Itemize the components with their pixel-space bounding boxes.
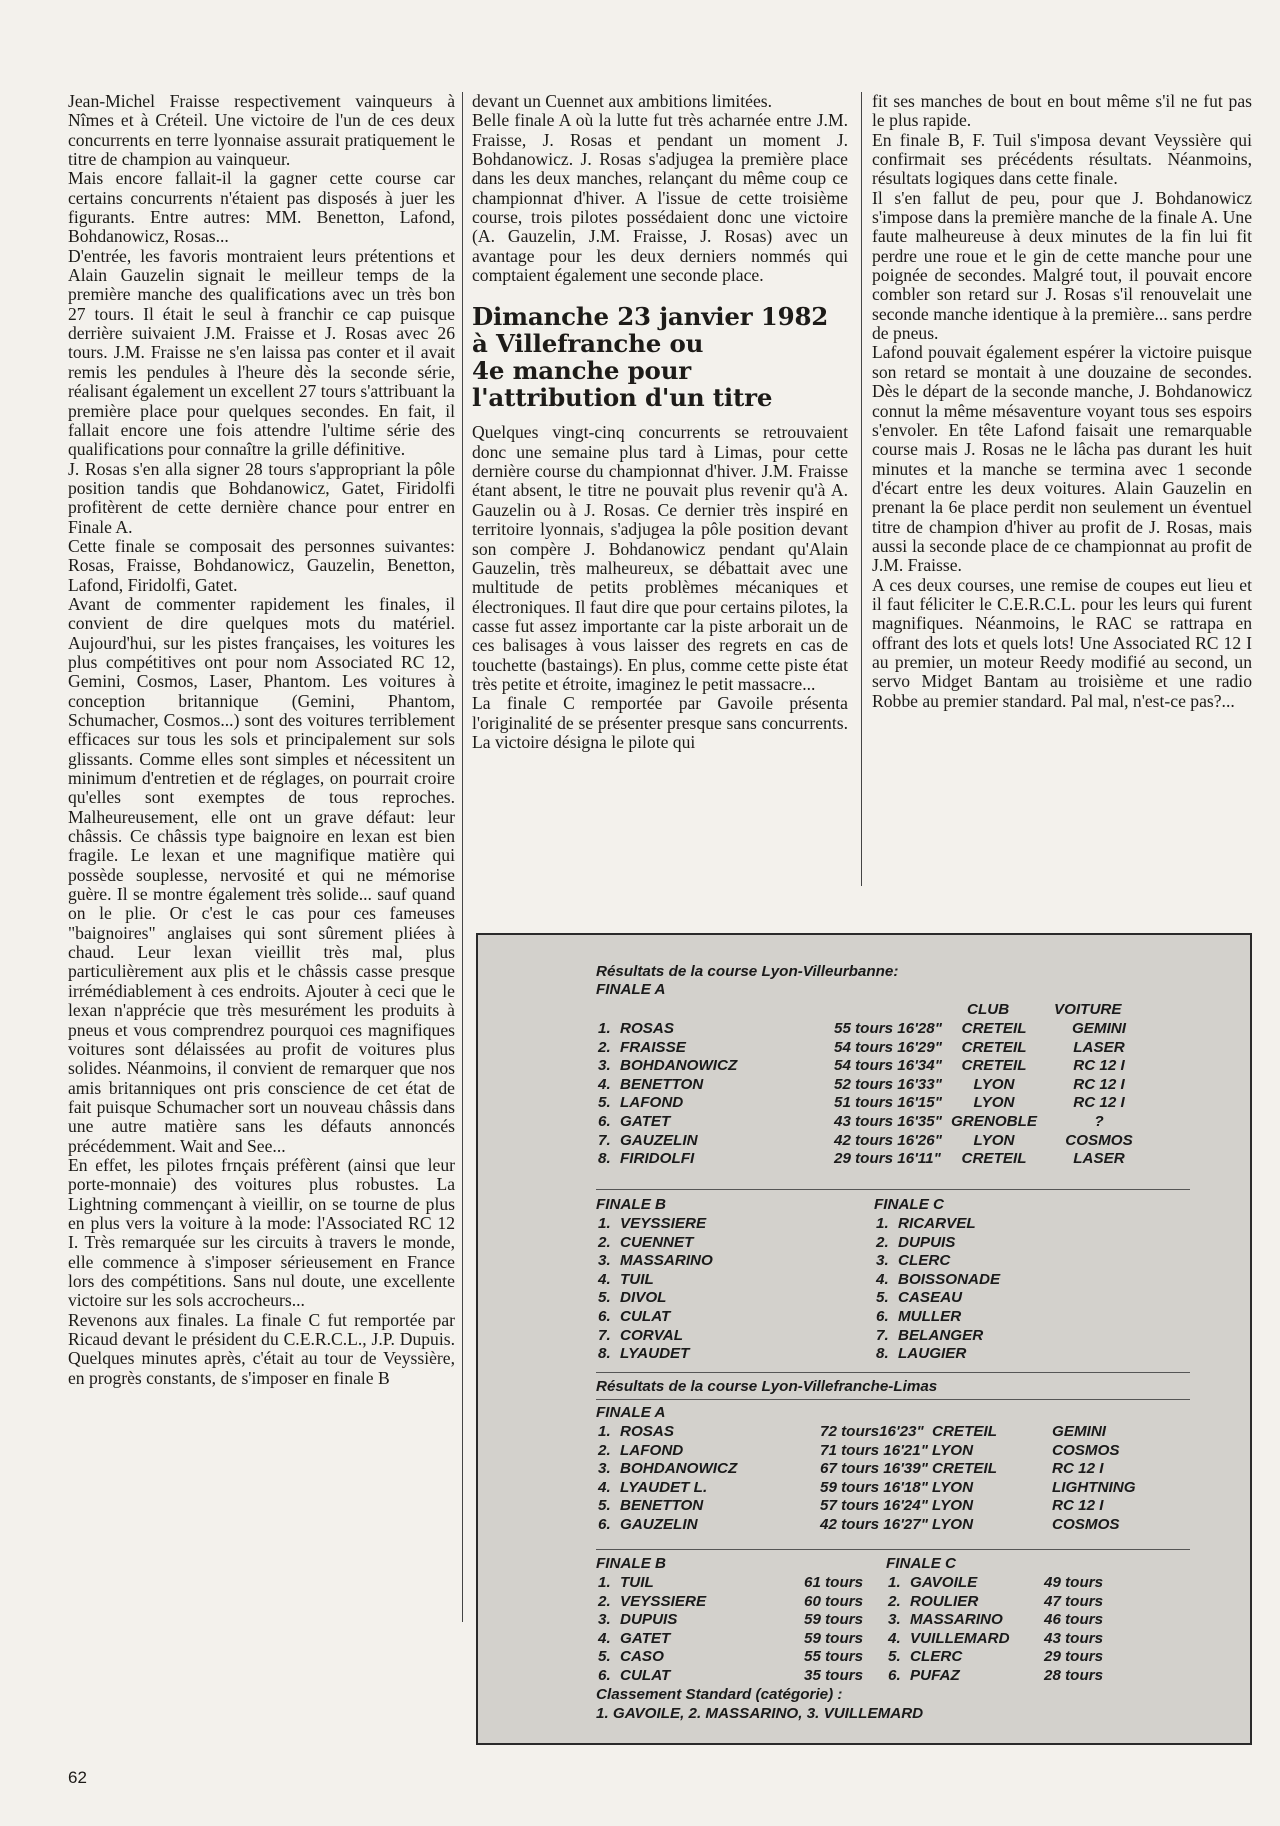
result-car: RC 12 I — [1073, 1075, 1125, 1093]
result-laps: 60 tours — [804, 1592, 864, 1610]
result-club: CRETEIL — [932, 1423, 997, 1440]
paragraph: J. Rosas s'en alla signer 28 tours s'appropriant la pôle position tandis que Bohdanowicz, Gatet, Firidolfi profitèrent de cette dernière chance pour entrer en Finale A. — [68, 458, 455, 537]
result-driver: DUPUIS — [620, 1611, 678, 1629]
result-position: 2. — [888, 1592, 901, 1610]
result-driver: VEYSSIERE — [620, 1215, 707, 1232]
result-car: RC 12 I — [1052, 1497, 1104, 1515]
result-driver: CULAT — [620, 1308, 671, 1325]
result-car: GEMINI — [1071, 1020, 1126, 1037]
result-position: 1. — [598, 1423, 611, 1440]
page-number: 62 — [68, 1768, 87, 1787]
result-laps-time: 52 tours 16'33" — [834, 1075, 942, 1093]
result-laps: 59 tours — [804, 1611, 864, 1629]
result-position: 1. — [888, 1574, 901, 1591]
article-column-2 — [472, 92, 848, 752]
result-position: 2. — [876, 1233, 889, 1251]
race1-title: Résultats de la course Lyon-Villeurbanne: — [596, 963, 899, 980]
result-driver: CLERC — [898, 1252, 951, 1270]
result-driver: CULAT — [620, 1667, 671, 1684]
result-laps-time: 71 tours 16'21" — [820, 1441, 928, 1459]
divider — [596, 1549, 1190, 1550]
result-position: 7. — [598, 1131, 611, 1149]
result-driver: LAUGIER — [898, 1345, 967, 1363]
result-position: 8. — [876, 1345, 889, 1363]
paragraph: D'entrée, les favoris montraient leurs prétentions et Alain Gauzelin signait le meilleur temps de la première manche des qualifications avec un très bon 27 tours. Il était le seul à franchir ce cap puisque derrière suivaient J.M. Fraisse et J. Rosas avec 26 tours. J.M. Fraisse ne s'en laissa pas conter et il avait remis les pendules à l'heure dès la seconde série, réalisant également un excellent 27 tours s'attribuant la première place pour quelques secondes. En fait, il fallait encore une fois attendre l'ultime série des qualifications pour connaître la grille définitive. — [68, 245, 455, 460]
race2-finale-a-label: FINALE A — [596, 1404, 666, 1421]
result-position: 4. — [598, 1075, 611, 1093]
result-position: 3. — [598, 1057, 611, 1075]
paragraph: Revenons aux finales. La finale C fut remportée par Ricaud devant le président du C.E.R.C.L., J.P. Dupuis. Quelques minutes après, c'était au tour de Veyssière, en progrès constants, de s'imposer en finale B — [68, 1309, 455, 1388]
result-laps: 35 tours — [804, 1667, 864, 1684]
result-position: 5. — [598, 1648, 611, 1666]
result-position: 5. — [598, 1094, 611, 1112]
result-position: 3. — [598, 1252, 611, 1270]
result-position: 8. — [598, 1150, 611, 1168]
result-laps-time: 43 tours 16'35" — [834, 1113, 942, 1130]
result-club: LYON — [932, 1516, 974, 1533]
result-position: 3. — [876, 1252, 889, 1270]
result-position: 2. — [598, 1038, 611, 1056]
result-driver: TUIL — [620, 1574, 654, 1591]
result-laps: 46 tours — [1044, 1611, 1104, 1629]
paragraph: Cette finale se composait des personnes suivantes: Rosas, Fraisse, Bohdanowicz, Gauzelin, Benetton, Lafond, Firidolfi, Gatet. — [68, 535, 455, 595]
result-position: 4. — [598, 1629, 611, 1647]
result-position: 1. — [598, 1020, 611, 1037]
divider — [596, 1372, 1190, 1373]
result-driver: LYAUDET L. — [620, 1478, 708, 1496]
result-driver: ROSAS — [620, 1423, 675, 1440]
article-column-3 — [872, 92, 1252, 711]
heading-line: 4e manche pour — [472, 356, 692, 386]
result-position: 6. — [598, 1516, 611, 1533]
section-heading — [472, 303, 848, 411]
result-position: 2. — [598, 1592, 611, 1610]
result-club: CRETEIL — [932, 1460, 997, 1478]
result-club: LYON — [973, 1075, 1015, 1093]
paragraph: Belle finale A où la lutte fut très acharnée entre J.M. Fraisse, J. Rosas et pendant un moment J. Bohdanowicz. J. Rosas s'adjugea la première place dans les deux manches, relançant du même coup ce championnat d'hiver. A l'issue de cette troisième course, trois pilotes possédaient donc une victoire (A. Gauzelin, J.M. Fraisse, J. Rosas) avec un avantage pour les deux derniers nommés qui comptaient également une seconde place. — [472, 110, 848, 286]
race1-finale-c-label: FINALE C — [874, 1196, 945, 1213]
result-position: 4. — [598, 1270, 611, 1288]
result-position: 6. — [598, 1308, 611, 1325]
result-driver: BOISSONADE — [898, 1270, 1001, 1288]
race2-finale-c-label: FINALE C — [886, 1555, 957, 1572]
result-position: 1. — [598, 1215, 611, 1232]
result-driver: VUILLEMARD — [910, 1629, 1010, 1647]
paragraph: En finale B, F. Tuil s'imposa devant Veyssière qui confirmait ses précédents résultats. Néanmoins, résultats logiques dans cette finale. — [872, 129, 1252, 189]
article-column-1 — [68, 92, 455, 1388]
result-position: 3. — [598, 1460, 611, 1478]
result-club: GRENOBLE — [950, 1113, 1038, 1130]
result-driver: FRAISSE — [620, 1038, 686, 1056]
heading-line: l'attribution d'un titre — [472, 383, 773, 413]
result-driver: CLERC — [910, 1648, 963, 1666]
result-driver: GAUZELIN — [620, 1131, 698, 1149]
result-driver: BOHDANOWICZ — [620, 1460, 738, 1478]
column-divider — [462, 92, 463, 1622]
result-car: LASER — [1073, 1150, 1125, 1168]
result-driver: TUIL — [620, 1270, 654, 1288]
result-position: 5. — [598, 1289, 611, 1307]
result-position: 7. — [598, 1326, 611, 1344]
result-car: RC 12 I — [1073, 1094, 1125, 1112]
result-driver: VEYSSIERE — [620, 1592, 707, 1610]
result-position: 1. — [598, 1574, 611, 1591]
result-driver: GATET — [620, 1113, 671, 1130]
result-driver: CASEAU — [898, 1289, 963, 1307]
result-driver: CASO — [620, 1648, 664, 1666]
result-position: 1. — [876, 1215, 889, 1232]
result-driver: BELANGER — [898, 1326, 984, 1344]
result-laps: 61 tours — [804, 1574, 864, 1591]
result-driver: CUENNET — [620, 1233, 694, 1251]
paragraph: Il s'en fallut de peu, pour que J. Bohdanowicz s'impose dans la première manche de la finale A. Une faute malheureuse à deux minutes de la fin lui fit perdre une roue et le gin de cette manche pour une poignée de secondes. Malgré tout, il pouvait encore combler son retard sur J. Rosas s'il renouvelait une seconde manche identique à la première... sans perdre de pneus. — [872, 187, 1252, 344]
column-divider — [861, 92, 862, 886]
result-club: LYON — [973, 1094, 1015, 1112]
result-laps-time: 42 tours 16'27" — [820, 1516, 928, 1533]
result-club: CRETEIL — [961, 1020, 1027, 1037]
result-driver: GAUZELIN — [620, 1516, 698, 1533]
paragraph: devant un Cuennet aux ambitions limitées. — [472, 91, 773, 111]
result-driver: DIVOL — [620, 1289, 667, 1307]
result-driver: MASSARINO — [910, 1611, 1003, 1629]
result-laps-time: 29 tours 16'11" — [834, 1150, 941, 1168]
result-laps-time: 57 tours 16'24" — [820, 1497, 928, 1515]
result-driver: ROSAS — [620, 1020, 675, 1037]
paragraph: Quelques vingt-cinq concurrents se retrouvaient donc une semaine plus tard à Limas, pour cette dernière course du championnat d'hiver. J.M. Fraisse étant absent, le titre ne pouvait plus revenir qu'à A. Gauzelin ou à J. Rosas. Ce dernier très inspiré en territoire lyonnais, s'adjugea la pôle position devant son compère J. Bohdanowicz pendant qu'Alain Gauzelin, très malheureux, se débattait avec une multitude de petits problèmes mécaniques et électroniques. Il faut dire que pour certains pilotes, la casse fut assez importante car la piste arborait un de ces balisages à vous laisser des regrets en cas de touchette (bastaings). En plus, comme cette piste état très petite et étroite, imaginez le petit massacre... — [472, 422, 848, 694]
result-position: 2. — [598, 1441, 611, 1459]
standard-result: 1. GAVOILE, 2. MASSARINO, 3. VUILLEMARD — [596, 1705, 924, 1722]
result-laps: 55 tours — [804, 1648, 864, 1666]
result-club: LYON — [932, 1497, 974, 1515]
result-driver: PUFAZ — [910, 1667, 960, 1684]
result-laps-time: 54 tours 16'29" — [834, 1038, 942, 1056]
result-laps-time: 51 tours 16'15" — [834, 1094, 942, 1112]
result-driver: LYAUDET — [620, 1345, 690, 1363]
result-driver: CORVAL — [620, 1326, 683, 1344]
result-laps: 43 tours — [1044, 1629, 1104, 1647]
heading-line: à Villefranche ou — [472, 329, 704, 359]
result-car: LASER — [1073, 1038, 1125, 1056]
result-laps-time: 54 tours 16'34" — [834, 1057, 942, 1075]
result-position: 3. — [598, 1611, 611, 1629]
result-driver: MASSARINO — [620, 1252, 713, 1270]
result-position: 5. — [598, 1497, 611, 1515]
result-position: 5. — [876, 1289, 889, 1307]
result-laps: 47 tours — [1044, 1592, 1104, 1610]
result-laps-time: 42 tours 16'26" — [834, 1131, 942, 1149]
result-car: RC 12 I — [1073, 1057, 1125, 1075]
result-position: 4. — [888, 1629, 901, 1647]
result-driver: GAVOILE — [910, 1574, 978, 1591]
result-car: COSMOS — [1065, 1131, 1133, 1149]
paragraph: La finale C remportée par Gavoile présenta l'originalité de se présenter presque sans concurrents. La victoire désigna le pilote qui — [472, 693, 848, 752]
result-position: 6. — [876, 1308, 889, 1325]
column-header-voiture: VOITURE — [1054, 1001, 1122, 1018]
column-header-club: CLUB — [967, 1001, 1010, 1018]
race1-finale-b-label: FINALE B — [596, 1196, 667, 1213]
result-driver: BOHDANOWICZ — [620, 1057, 738, 1075]
result-car: COSMOS — [1052, 1441, 1120, 1459]
paragraph: Jean-Michel Fraisse respectivement vainqueurs à Nîmes et à Créteil. Une victoire de l'un de ces deux concurrents en terre lyonnaise assurait pratiquement le titre de champion au vainqueur. — [68, 91, 455, 170]
result-driver: LAFOND — [620, 1441, 684, 1459]
result-club: CRETEIL — [961, 1038, 1027, 1056]
result-car: LIGHTNING — [1052, 1478, 1136, 1496]
result-driver: FIRIDOLFI — [620, 1150, 695, 1168]
result-position: 3. — [888, 1611, 901, 1629]
result-laps-time: 55 tours 16'28" — [834, 1020, 942, 1037]
result-position: 6. — [598, 1113, 611, 1130]
result-position: 7. — [876, 1326, 889, 1344]
result-position: 8. — [598, 1345, 611, 1363]
paragraph: Mais encore fallait-il la gagner cette course car certains concurrents n'étaient pas disposés à juer les figurants. Entre autres: MM. Benetton, Lafond, Bohdanowicz, Rosas... — [68, 168, 455, 247]
result-position: 2. — [598, 1233, 611, 1251]
heading-line: Dimanche 23 janvier 1982 — [472, 302, 829, 332]
result-club: LYON — [973, 1131, 1015, 1149]
paragraph: A ces deux courses, une remise de coupes eut lieu et il faut féliciter le C.E.R.C.L. pour les leurs qui furent magnifiques. Néanmoins, le RAC se rattrapa en offrant des lots et quels lots! Une Associated RC 12 I au premier, un moteur Reedy modifié au second, un servo Midget Bantam au troisième et une radio Robbe au premier standard. Pal mal, n'est-ce pas?... — [872, 574, 1252, 711]
race2-finale-b-label: FINALE B — [596, 1555, 667, 1572]
paragraph: En effet, les pilotes frnçais préfèrent (ainsi que leur porte-monnaie) des voitures plus robustes. La Lightning commençant à vieillir, on se tourne de plus en plus vers la voiture à la mode: l'Associated RC 12 I. Très remarquée sur les circuits à travers le monde, elle commence à s'imposer sérieusement en France lors des compétitions. Sans nul doute, une excellente victoire sur les sols accrocheurs... — [68, 1154, 455, 1311]
result-club: CRETEIL — [961, 1057, 1027, 1075]
paragraph: fit ses manches de bout en bout même s'il ne fut pas le plus rapide. — [872, 91, 1252, 131]
divider — [596, 1399, 1190, 1400]
result-car: COSMOS — [1052, 1516, 1120, 1533]
result-position: 4. — [598, 1478, 611, 1496]
paragraph: Avant de commenter rapidement les finales, il convient de dire quelques mots du matériel. Aujourd'hui, sur les pistes françaises, les voitures les plus compétitives ont pour nom Associated RC 12, Gemini, Cosmos, Laser, Phantom. Les voitures à conception britannique (Gemini, Phantom, Schumacher, Cosmos...) sont des voitures terriblement efficaces sur tous les sols et principalement sur sols glissants. Comme elles sont simples et nécessitent un minimum d'entretien et de réglages, on pourrait croire qu'elles sont exemptes de tous reproches. Malheureusement, elle ont un grave défaut: leur châssis. Ce châssis type baignoire en lexan est bien fragile. Le lexan et une magnifique matière qui possède souplesse, nervosité et qui ne mémorise guère. Il se montre également très solide... sauf quand on le plie. Or c'est le cas pour ces fameuses "baignoires" anglaises qui sont sûrement pliées à chaud. Leur lexan vieillit très mal, plus particulièrement aux plis et le châssis casse presque irrémédiablement à ces endroits. Ajouter à ceci que le lexan n'apprécie que très mesurément les produits à pneus et vous comprendrez pourquoi ces magnifiques voitures sont délaissées au profit de voitures plus solides. Néanmoins, il convient de remarquer que nos amis britanniques ont pris conscience de cet état de fait puisque Schumacher sort un nouveau châssis dans une autre matière sans les défauts annoncés précédemment. Wait and See... — [68, 593, 455, 1156]
result-laps: 28 tours — [1044, 1667, 1104, 1684]
result-driver: MULLER — [898, 1308, 962, 1325]
results-table-box — [476, 933, 1252, 1745]
result-driver: GATET — [620, 1629, 671, 1647]
standard-label: Classement Standard (catégorie) : — [596, 1686, 843, 1703]
result-position: 6. — [598, 1667, 611, 1684]
result-club: LYON — [932, 1478, 974, 1496]
result-driver: BENETTON — [620, 1075, 704, 1093]
result-laps: 29 tours — [1044, 1648, 1104, 1666]
result-position: 4. — [876, 1270, 889, 1288]
result-laps: 49 tours — [1044, 1574, 1104, 1591]
result-car: ? — [1094, 1113, 1104, 1130]
divider — [596, 1189, 1190, 1190]
result-club: LYON — [932, 1441, 974, 1459]
result-position: 5. — [888, 1648, 901, 1666]
paragraph: Lafond pouvait également espérer la victoire puisque son retard se montait à une douzaine de secondes. Dès le départ de la seconde manche, J. Bohdanowicz connut la même mésaventure voyant tous ses espoirs s'envoler. En tête Lafond faisait une remarquable course mais J. Rosas ne le lâcha pas durant les huit minutes et la manche se termina avec 1 seconde d'écart entre les deux voitures. Alain Gauzelin en prenant la 6e place perdit non seulement un éventuel titre de champion d'hiver au profit de J. Rosas, mais aussi la seconde place de ce championnat au profit de J.M. Fraisse. — [872, 342, 1252, 576]
result-car: GEMINI — [1052, 1423, 1107, 1440]
result-club: CRETEIL — [961, 1150, 1027, 1168]
result-driver: ROULIER — [910, 1592, 979, 1610]
result-driver: BENETTON — [620, 1497, 704, 1515]
race2-title: Résultats de la course Lyon-Villefranche-Limas — [596, 1378, 938, 1395]
result-car: RC 12 I — [1052, 1460, 1104, 1478]
result-laps-time: 67 tours 16'39" — [820, 1460, 928, 1478]
result-laps-time: 72 tours16'23" — [820, 1423, 924, 1440]
result-driver: RICARVEL — [898, 1215, 976, 1232]
result-driver: DUPUIS — [898, 1233, 956, 1251]
result-laps-time: 59 tours 16'18" — [820, 1478, 928, 1496]
result-driver: LAFOND — [620, 1094, 684, 1112]
result-laps: 59 tours — [804, 1629, 864, 1647]
result-position: 6. — [888, 1667, 901, 1684]
race1-finale-a-label: FINALE A — [596, 981, 666, 998]
